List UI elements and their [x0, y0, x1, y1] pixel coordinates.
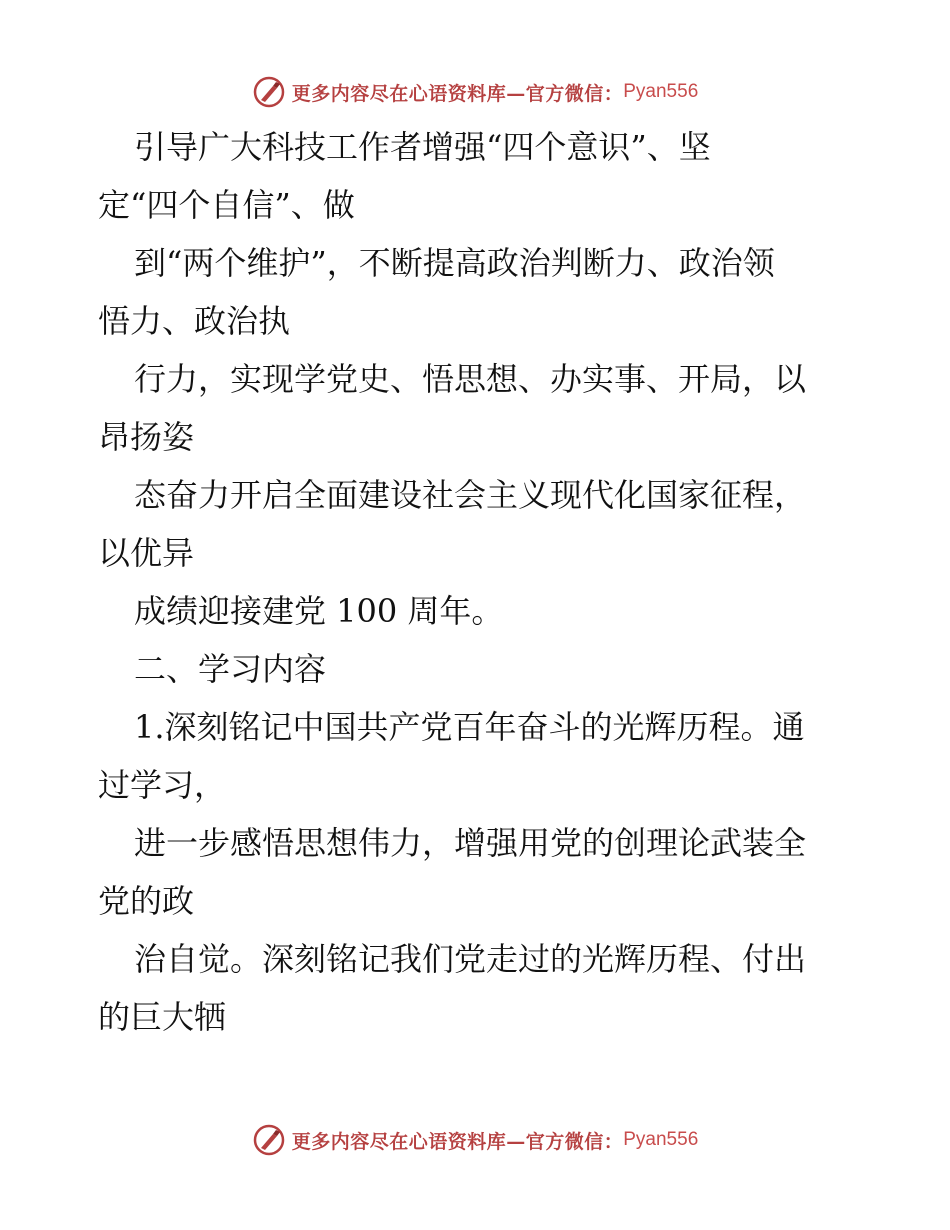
text-line: 以优异 — [98, 534, 195, 572]
text-line: 引导广大科技工作者增强“四个意识”、坚 — [134, 128, 711, 166]
pen-logo-icon — [252, 1123, 286, 1157]
document-body — [98, 118, 850, 1046]
header-watermark — [0, 72, 950, 112]
text-line: 党的政 — [98, 882, 195, 920]
text-line: 到“两个维护”，不断提高政治判断力、政治领 — [134, 244, 775, 282]
text-line: 态奋力开启全面建设社会主义现代化国家征程， — [134, 476, 807, 514]
text-line: 进一步感悟思想伟力，增强用党的创理论武装全 — [134, 824, 807, 862]
footer-watermark — [0, 1120, 950, 1160]
section-heading: 二、学习内容 — [134, 650, 327, 688]
pen-logo-icon — [252, 75, 286, 109]
watermark-text: 更多内容尽在心语资料库—官方微信： — [291, 1130, 624, 1153]
text-line: 过学习， — [98, 766, 227, 804]
watermark-handle: Pyan556 — [623, 1129, 699, 1150]
text-line: 昂扬姿 — [98, 418, 195, 456]
watermark-handle: Pyan556 — [623, 81, 699, 102]
text-line: 定“四个自信”、做 — [98, 186, 355, 224]
text-line: 行力，实现学党史、悟思想、办实事、开局，以 — [134, 360, 807, 398]
text-line: 治自觉。深刻铭记我们党走过的光辉历程、付出 — [134, 940, 807, 978]
text-line: 的巨大牺 — [98, 998, 227, 1036]
watermark-text: 更多内容尽在心语资料库—官方微信： — [291, 82, 624, 105]
text-line: 悟力、政治执 — [98, 302, 291, 340]
text-line: 1.深刻铭记中国共产党百年奋斗的光辉历程。通 — [134, 708, 805, 746]
text-line: 成绩迎接建党 100 周年。 — [134, 592, 504, 630]
